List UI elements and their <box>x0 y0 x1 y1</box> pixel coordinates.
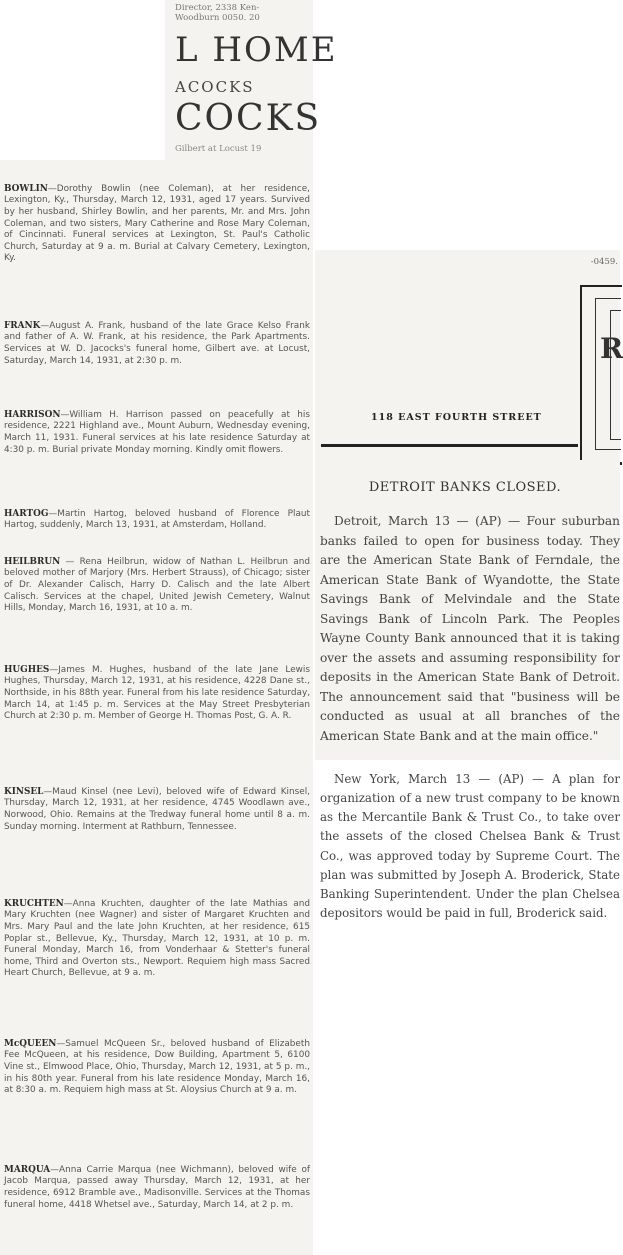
store-advertisement <box>315 250 623 460</box>
article-paragraph: New York, March 13 — (AP) — A plan for organization of a new trust company to be known as the Mercantile Bank & Trust Co., to take over the assets of the closed Chelsea Bank & Trust Co., was approved today by Supreme Court. The plan was submitted by Joseph A. Broderick, State Banking Superintendent. Under the plan Chelsea depositors would be paid in full, Broderick said. <box>320 771 620 921</box>
obituary-name: HARTOG <box>4 508 49 519</box>
ad-text-line: Director, 2338 Ken- <box>175 3 260 13</box>
ad-address: Gilbert at Locust 19 <box>175 144 262 154</box>
obituary-text: —August A. Frank, husband of the late Grace Kelso Frank and father of A. W. Frank, at his residence, the Park Apartments. Services at W. D. Jacocks's funeral home, Gilbert ave. at Locust, Saturday, March 14, 1931, at 2:30 p. m. <box>4 320 310 366</box>
obituary-text: —Dorothy Bowlin (nee Coleman), at her residence, Lexington, Ky., Thursday, March 12, 1931, aged 17 years. Survived by her husband, Shirley Bowlin, and her parents, Mr. and Mrs. John Coleman, and two sisters, Mary Catherine and Rose Mary Coleman, of Cincinnati. Funeral services at Lexington, St. Paul's Catholic Church, Saturday at 9 a. m. Burial at Calvary Cemetery, Lexington, Ky. <box>4 183 310 264</box>
obituary-text: —Maud Kinsel (nee Levi), beloved wife of Edward Kinsel, Thursday, March 12, 1931, at her residence, 4745 Woodlawn ave., Norwood, Ohio. Remains at the Tredway funeral home until 8 a. m. Sunday morning. Interment at Rathburn, Tennessee. <box>4 786 310 832</box>
obituary-text: — Rena Heilbrun, widow of Nathan L. Heilbrun and beloved mother of Marjory (Mrs. Herbert Strauss), of Chicago; sister of Dr. Alexander Calisch, Harry D. Calisch and the late Albert Calisch. Services at the chapel, United Jewish Cemetery, Walnut Hills, Monday, March 16, 1931, at 10 a. m. <box>4 556 310 614</box>
death-notices-column <box>0 160 313 1255</box>
article-headline: DETROIT BANKS CLOSED. <box>368 480 562 495</box>
obituary-entry <box>4 321 310 367</box>
obituary-entry <box>4 184 310 265</box>
ad-letter: R <box>600 332 623 365</box>
obituary-name: HUGHES <box>4 664 50 675</box>
obituary-name: KINSEL <box>4 786 44 797</box>
obituary-entry <box>4 1039 310 1097</box>
ad-headline: L HOME <box>175 30 338 70</box>
obituary-name: HEILBRUN <box>4 556 61 567</box>
ad-text-line: Woodburn 0050. 20 <box>175 13 260 23</box>
ad-name-line: ACOCKS <box>175 78 255 96</box>
obituary-entry <box>4 899 310 980</box>
obituary-entry <box>4 665 310 723</box>
obituary-name: BOWLIN <box>4 183 48 194</box>
ad-address: 118 EAST FOURTH STREET <box>371 412 542 423</box>
article-paragraph: Detroit, March 13 — (AP) — Four suburban banks failed to open for business today. They are the American State Bank of Ferndale, the American State Bank of Wyandotte, the State Savings Bank of Melvindale and the State Savings Bank of Lincoln Park. The Peoples Wayne County Bank announced that it is taking over the assets and assuming responsibility for deposits in the American State Bank of Detroit. The announcement said that "business will be conducted as usual at all branches of the American State Bank and at the main office." <box>320 514 620 743</box>
obituary-text: —Anna Kruchten, daughter of the late Mathias and Mary Kruchten (nee Wagner) and sister of Margaret Kruchten and Mrs. Mary Paul and the late John Kruchten, at her residence, 615 Poplar st., Bellevue, Ky., Thursday, March 12, 1931, at 10 p. m. Funeral Monday, March 16, from Vonderhaar & Stetter's funeral home, Third and Overton sts., Newport. Requiem high mass Sacred Heart Church, Bellevue, at 9 a. m. <box>4 898 310 979</box>
obituary-text: —William H. Harrison passed on peacefully at his residence, 2221 Highland ave., Mount Auburn, Wednesday evening, March 11, 1931. Funeral services at his late residence Saturday at 4:30 p. m. Burial private Monday morning. Kindly omit flowers. <box>4 409 310 455</box>
ad-rule <box>321 444 578 447</box>
ad-name-large: COCKS <box>175 98 322 139</box>
ad-phone: -0459. <box>590 257 618 267</box>
obituary-entry <box>4 1165 310 1211</box>
obituary-entry <box>4 410 310 456</box>
obituary-entry <box>4 557 310 615</box>
funeral-home-advertisement <box>165 0 338 160</box>
news-column <box>315 460 620 921</box>
obituary-text: —Samuel McQueen Sr., beloved husband of Elizabeth Fee McQueen, at his residence, Dow Building, Apartment 5, 6100 Vine st., Elmwood Place, Ohio, Thursday, March 12, 1931, at 5 p. m., in his 80th year. Funeral from his late residence Monday, March 16, at 8:30 a. m. Requiem high mass at St. Aloysius Church at 9 a. m. <box>4 1038 310 1096</box>
obituary-name: KRUCHTEN <box>4 898 64 909</box>
obituary-name: HARRISON <box>4 409 61 420</box>
obituary-entry <box>4 509 310 532</box>
obituary-entry <box>4 787 310 833</box>
ad-border <box>610 310 621 440</box>
obituary-name: McQUEEN <box>4 1038 57 1049</box>
obituary-text: —Martin Hartog, beloved husband of Florence Plaut Hartog, suddenly, March 13, 1931, at Amsterdam, Holland. <box>4 508 310 531</box>
obituary-text: —Anna Carrie Marqua (nee Wichmann), beloved wife of Jacob Marqua, passed away Thursday, March 12, 1931, at her residence, 6912 Bramble ave., Madisonville. Services at the Thomas funeral home, 4418 Whetsel ave., Saturday, March 14, at 2 p. m. <box>4 1164 310 1210</box>
obituary-text: —James M. Hughes, husband of the late Jane Lewis Hughes, Thursday, March 12, 1931, at his residence, 4228 Dane st., Northside, in his 88th year. Funeral from his late residence Saturday, March 14, at 1:45 p. m. Services at the May Street Presbyterian Church at 2:30 p. m. Member of George H. Thomas Post, G. A. R. <box>4 664 311 722</box>
obituary-name: FRANK <box>4 320 41 331</box>
obituary-name: MARQUA <box>4 1164 51 1175</box>
